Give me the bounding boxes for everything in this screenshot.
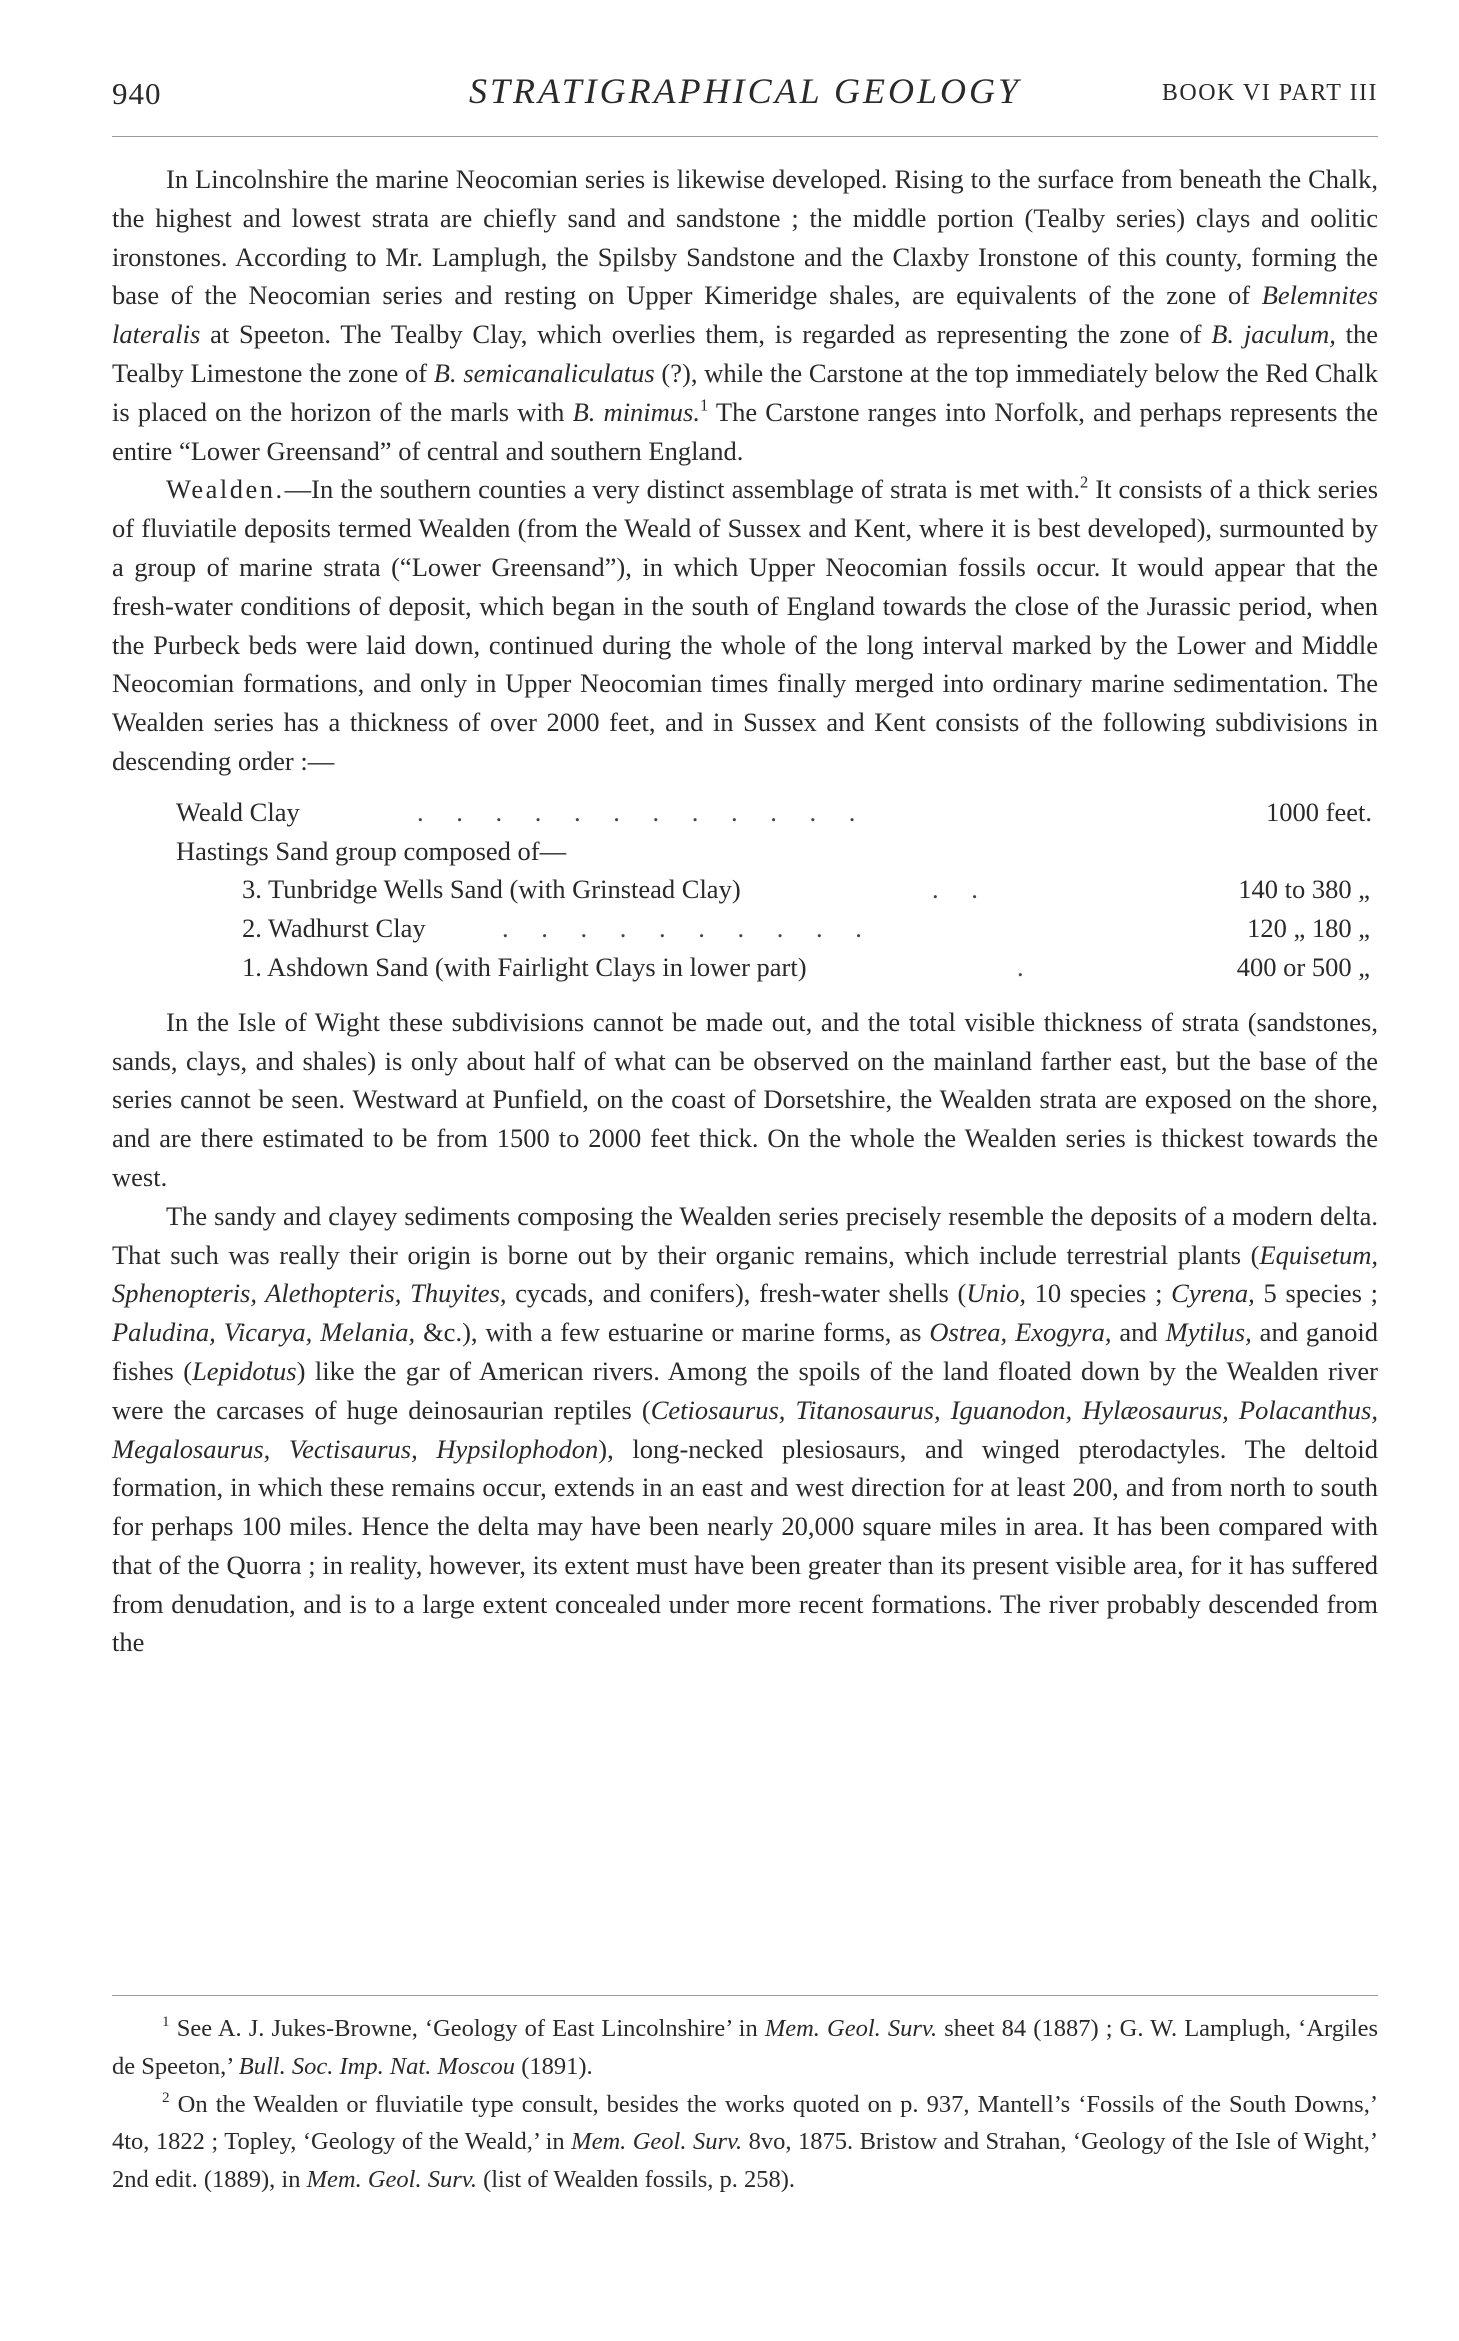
- footnote-mark-2: 2: [162, 2088, 170, 2106]
- footnote-ref-1: 1: [700, 395, 709, 415]
- footnote-rule: [112, 1995, 1378, 1996]
- body-text: [112, 160, 1378, 1662]
- footnote-1: $^1$ See A. J. Jukes-Browne, ‘Geology of East Lincolnshire’ in Mem. Geol. Surv. sheet 84 (1887) ; G. W. Lamplugh, ‘Argiles de Speeton,’ Bull. Soc. Imp. Nat. Moscou (1891).: [112, 2013, 1378, 2080]
- paragraph-delta: The sandy and clayey sediments composing the Wealden series precisely resemble the deposits of a modern delta. That such was really their origin is borne out by their organic remains, which include terrestrial plants (Equisetum, Sphenopteris, Alethopteris, Thuyites, cycads, and conifers), fresh-water shells (Unio, 10 species ; Cyrena, 5 species ; Paludina, Vicarya, Melania, &c.), with a few estuarine or marine forms, as Ostrea, Exogyra, and Mytilus, and ganoid fishes (Lepidotus) like the gar of American rivers. Among the spoils of the land floated down by the Wealden river were the carcases of huge deinosaurian reptiles (Cetiosaurus, Titanosaurus, Iguanodon, Hylæosaurus, Polacanthus, Megalosaurus, Vectisaurus, Hypsilophodon), long-necked plesiosaurs, and winged pterodactyles. The deltoid formation, in which these remains occur, extends in an east and west direction for at least 200, and from north to south for perhaps 100 miles. Hence the delta may have been nearly 20,000 square miles in area. It has been compared with that of the Quorra ; in reality, however, its extent must have been greater than its present visible area, for it has suffered from denudation, and is to a large extent concealed under more recent formations. The river probably descended from the: [112, 1200, 1379, 1658]
- footnote-mark-1: 1: [162, 2013, 170, 2031]
- paragraph-isle-of-wight: In the Isle of Wight these subdivisions cannot be made out, and the total visible thickness of strata (sandstones, sands, clays, and shales) is only about half of what can be observed on the mainland farther east, but the base of the series cannot be seen. Westward at Punfield, on the coast of Dorsetshire, the Wealden strata are exposed on the shore, and are there estimated to be from 1500 to 2000 feet thick. On the whole the Wealden series is thickest towards the west.: [112, 1006, 1378, 1192]
- section-heading-wealden: Wealden.: [166, 474, 285, 505]
- subdivision-table: [112, 793, 1378, 987]
- running-head: [112, 70, 1378, 118]
- page-number: 940: [112, 76, 162, 111]
- footnote-2: $^2$ On the Wealden or fluviatile type consult, besides the works quoted on p. 937, Mantell’s ‘Fossils of the South Downs,’ 4to, 1822 ; Topley, ‘Geology of the Weald,’ in Mem. Geol. Surv. 8vo, 1875. Bristow and Strahan, ‘Geology of the Isle of Wight,’ 2nd edit. (1889), in Mem. Geol. Surv. (list of Wealden fossils, p. 258).: [112, 2088, 1379, 2194]
- table-row: 3. Tunbridge Wells Sand (with Grinstead Clay) . . 140 to 380 „: [242, 874, 1370, 905]
- footnotes: [112, 2010, 1378, 2199]
- book-part-label: BOOK VI PART III: [1161, 80, 1378, 106]
- table-row: Hastings Sand group composed of—: [176, 835, 567, 866]
- table-row: 1. Ashdown Sand (with Fairlight Clays in lower part) . 400 or 500 „: [242, 951, 1370, 982]
- paragraph-lincolnshire: In Lincolnshire the marine Neocomian series is likewise developed. Rising to the surface from beneath the Chalk, the highest and lowest strata are chiefly sand and sandstone ; the middle portion (Tealby series) clays and oolitic ironstones. According to Mr. Lamplugh, the Spilsby Sandstone and the Claxby Ironstone of this county, forming the base of the Neocomian series and resting on Upper Kimeridge shales, are equivalents of the zone of Belemnites lateralis at Speeton. The Tealby Clay, which overlies them, is regarded as representing the zone of B. jaculum, the Tealby Limestone the zone of B. semicanaliculatus (?), while the Carstone at the top immediately below the Red Chalk is placed on the horizon of the marls with B. minimus.$^1$ The Carstone ranges into Norfolk, and perhaps represents the entire “Lower Greensand” of central and southern England.: [112, 164, 1379, 466]
- paragraph-wealden: Wealden.—In the southern counties a very distinct assemblage of strata is met with.$^2$ It consists of a thick series of fluviatile deposits termed Wealden (from the Weald of Sussex and Kent, where it is best developed), surmounted by a group of marine strata (“Lower Greensand”), in which Upper Neocomian fossils occur. It would appear that the fresh-water conditions of deposit, which began in the south of England towards the close of the Jurassic period, when the Purbeck beds were laid down, continued during the whole of the long interval marked by the Lower and Middle Neocomian formations, and only in Upper Neocomian times finally merged into ordinary marine sedimentation. The Wealden series has a thickness of over 2000 feet, and in Sussex and Kent consists of the following subdivisions in descending order :—: [112, 472, 1379, 776]
- table-row: 2. Wadhurst Clay . . . . . . . . . . 120 „ 180 „: [242, 913, 1370, 944]
- table-row: Weald Clay . . . . . . . . . . . . 1000 feet.: [176, 796, 1372, 827]
- header-rule: [112, 136, 1378, 137]
- running-title: STRATIGRAPHICAL GEOLOGY: [468, 71, 1022, 111]
- footnote-ref-2: 2: [1079, 472, 1089, 492]
